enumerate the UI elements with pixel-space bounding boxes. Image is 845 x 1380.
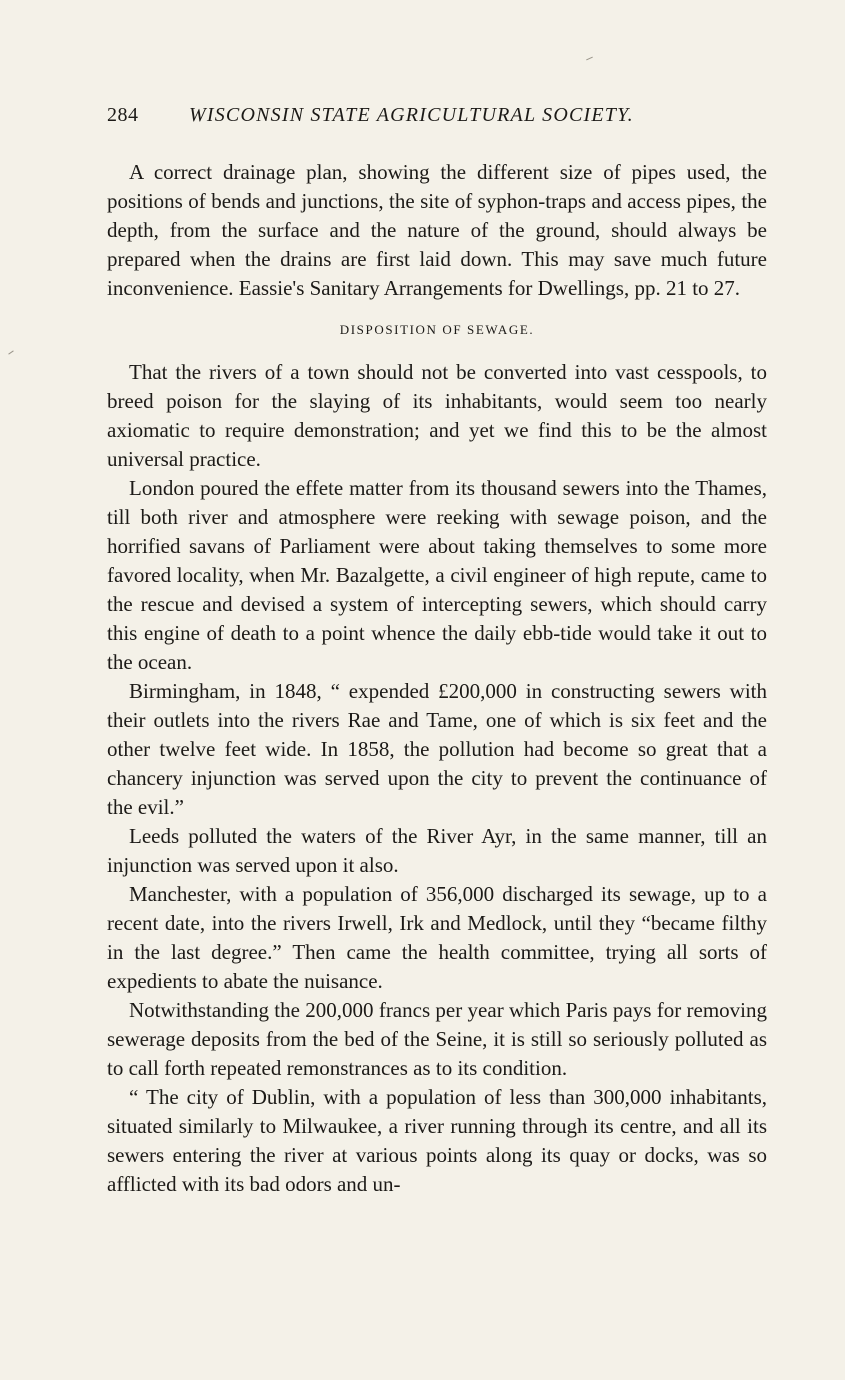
paragraph: Manchester, with a population of 356,000 discharged its sewage, up to a recent date, into the rivers Irwell, Irk and Medlock, until they “became filthy in the last degree.” Then came the health committee, trying all sorts of expedients to abate the nuisance.	[107, 882, 767, 993]
paragraph: Leeds polluted the waters of the River Ayr, in the same manner, till an injunction was served upon it also.	[107, 824, 767, 877]
paragraph: Birmingham, in 1848, “ expended £200,000 in constructing sewers with their outlets into the rivers Rae and Tame, one of which is six feet and the other twelve feet wide. In 1858, the pollution had become so great that a chancery injunction was served upon the city to prevent the continuance of the evil.”	[107, 679, 767, 819]
section-heading: DISPOSITION OF SEWAGE.	[339, 322, 535, 337]
page-number: 284	[107, 104, 139, 126]
paragraph: That the rivers of a town should not be converted into vast cesspools, to breed poison for the slaying of its inhabitants, would seem too nearly axiomatic to require demonstration; and yet we find this to be the almost universal practice.	[107, 360, 767, 471]
running-head: WISCONSIN STATE AGRICULTURAL SOCIETY.	[189, 104, 634, 126]
stray-mark	[8, 350, 13, 354]
paragraph: London poured the effete matter from its thousand sewers into the Thames, till both river and atmosphere were reeking with sewage poison, and the horrified savans of Parliament were about taking themselves to some more favored locality, when Mr. Bazalgette, a civil engineer of high repute, came to the rescue and devised a system of intercepting sewers, which should carry this engine of death to a point whence the daily ebb-tide would take it out to the ocean.	[107, 476, 767, 674]
paragraph: “ The city of Dublin, with a population of less than 300,000 inhabitants, situated similarly to Milwaukee, a river running through its centre, and all its sewers entering the river at various points along its quay or docks, was so afflicted with its bad odors and un-	[107, 1085, 767, 1196]
paragraph: A correct drainage plan, showing the different size of pipes used, the positions of bends and junctions, the site of syphon-traps and access pipes, the depth, from the surface and the nature of the ground, should always be prepared when the drains are first laid down. This may save much future inconvenience. Eassie's Sanitary Arrangements for Dwellings, pp. 21 to 27.	[107, 160, 767, 300]
paragraph: Notwithstanding the 200,000 francs per year which Paris pays for removing sewerage deposits from the bed of the Seine, it is still so seriously polluted as to call forth repeated remonstrances as to its condition.	[107, 998, 767, 1080]
page-header	[107, 104, 767, 132]
body-text	[107, 158, 767, 1199]
stray-mark	[586, 57, 593, 61]
